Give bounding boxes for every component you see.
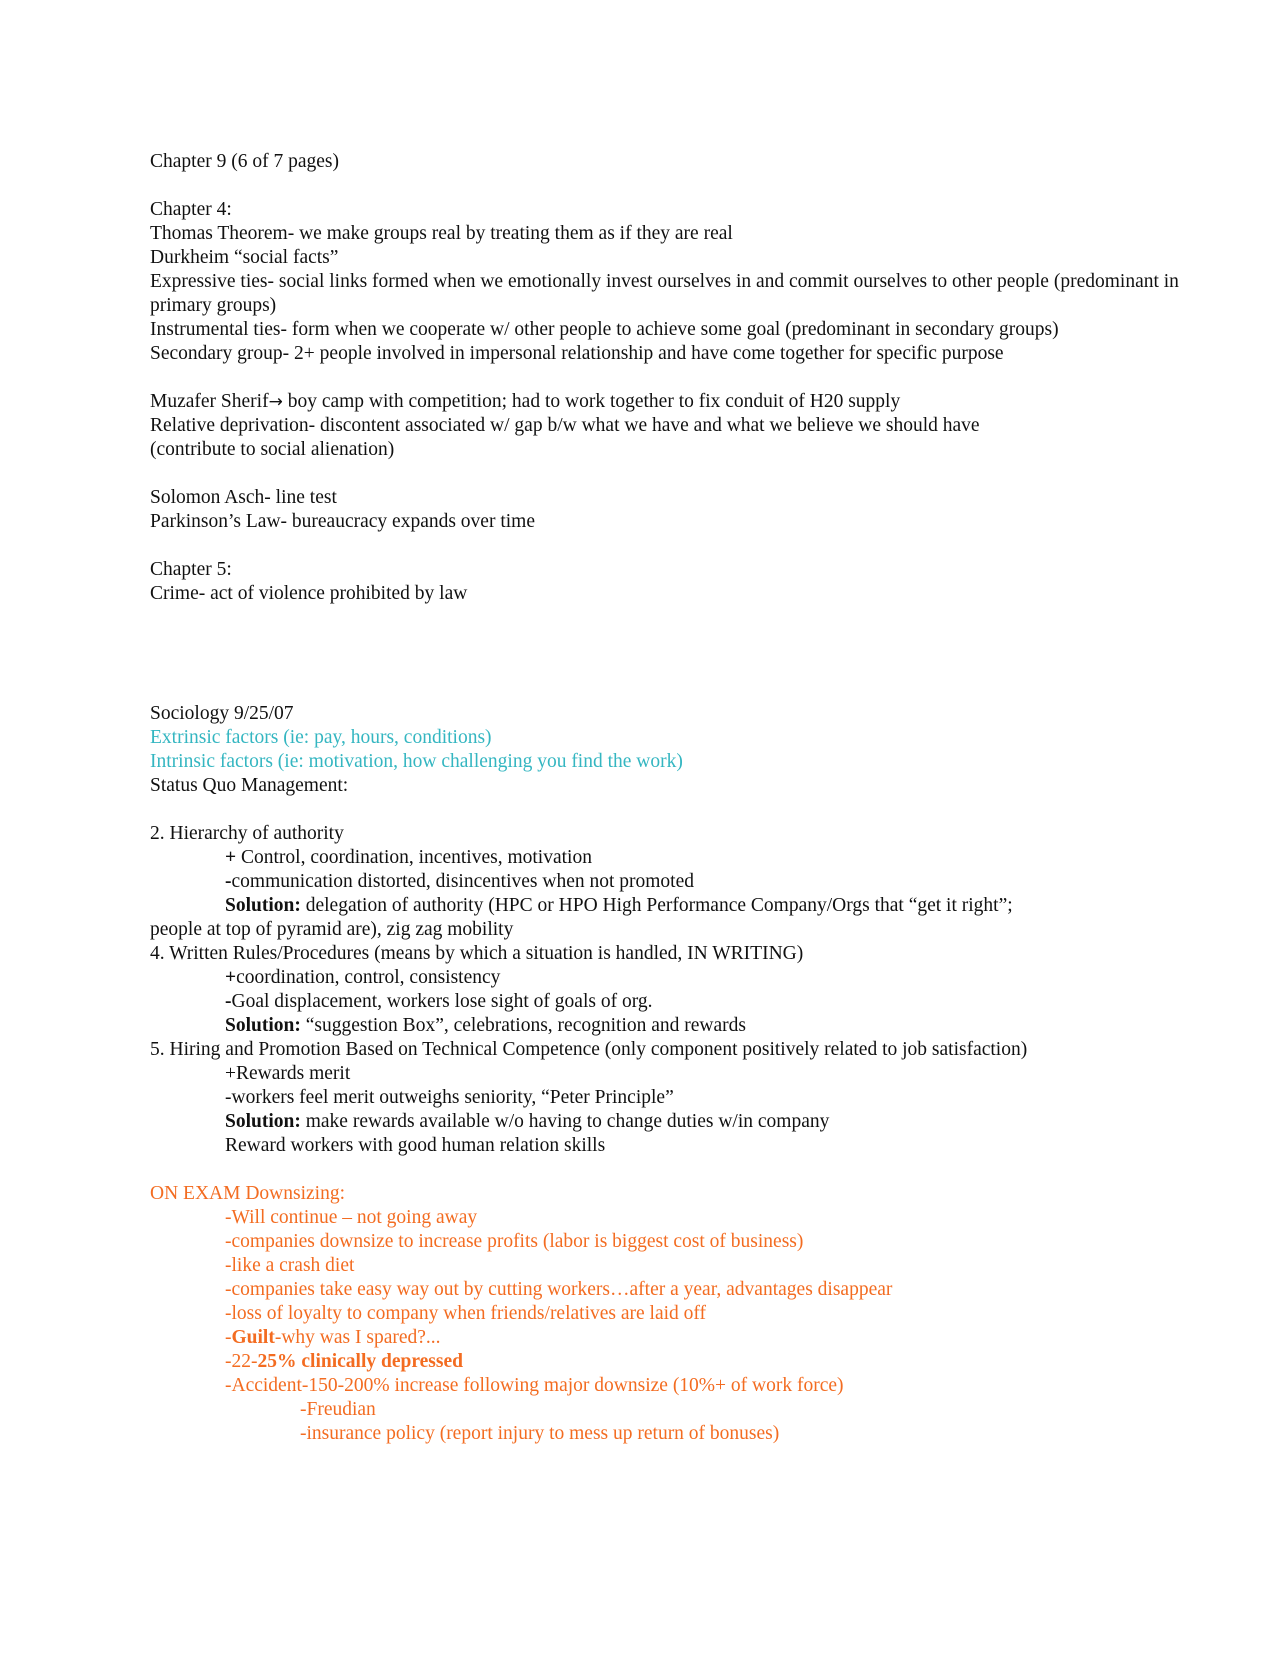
solution-label: Solution: [225, 1015, 301, 1036]
minus-sign: - [225, 871, 232, 892]
relative-deprivation-cont: (contribute to social alienation) [150, 439, 395, 460]
extrinsic-factors: Extrinsic factors (ie: pay, hours, conditions) [150, 727, 492, 748]
sherif-name: Muzafer Sherif [150, 391, 269, 412]
exam-subitem: -insurance policy (report injury to mess up return of bonuses) [300, 1423, 780, 1444]
hierarchy-title: 2. Hierarchy of authority [150, 823, 344, 844]
exam-downsizing-title: ON EXAM Downsizing: [150, 1183, 345, 1204]
solution-label: Solution: [225, 895, 301, 916]
status-quo-management: Status Quo Management: [150, 775, 349, 796]
exam-item: -companies downsize to increase profits (labor is biggest cost of business) [225, 1231, 804, 1252]
exam-item: -loss of loyalty to company when friends/relatives are laid off [225, 1303, 707, 1324]
hierarchy-solution: Solution: delegation of authority (HPC or HPO High Performance Company/Orgs that “get it right”; [225, 895, 1013, 916]
solomon-asch: Solomon Asch- line test [150, 487, 337, 508]
document-body [150, 150, 1180, 1446]
exam-item: -like a crash diet [225, 1255, 355, 1276]
exam-item-accident: -Accident-150-200% increase following major downsize (10%+ of work force) [225, 1375, 844, 1396]
hiring-minus: -workers feel merit outweighs seniority, “Peter Principle” [225, 1087, 674, 1108]
doc-header: Chapter 9 (6 of 7 pages) [150, 151, 339, 172]
hiring-title: 5. Hiring and Promotion Based on Technical Competence (only component positively related to job satisfaction) [150, 1039, 1028, 1060]
solution-label: Solution: [225, 1111, 301, 1132]
crime-definition: Crime- act of violence prohibited by law [150, 583, 468, 604]
thomas-theorem: Thomas Theorem- we make groups real by treating them as if they are real [150, 223, 733, 244]
rules-plus: +coordination, control, consistency [225, 967, 501, 988]
hierarchy-solution-cont: people at top of pyramid are), zig zag mobility [150, 919, 514, 940]
hiring-plus: +Rewards merit [225, 1063, 351, 1084]
minus-sign: - [225, 991, 232, 1012]
parkinsons-law: Parkinson’s Law- bureaucracy expands over time [150, 511, 535, 532]
hierarchy-plus: + Control, coordination, incentives, motivation [225, 847, 592, 868]
right-arrow-icon: → [268, 392, 283, 412]
hierarchy-minus: -communication distorted, disincentives when not promoted [225, 871, 694, 892]
chapter4-title: Chapter 4: [150, 199, 232, 220]
muzafer-sherif [150, 390, 1180, 414]
relative-deprivation: Relative deprivation- discontent associated w/ gap b/w what we have and what we believe we should have [150, 415, 980, 436]
written-rules-title: 4. Written Rules/Procedures (means by which a situation is handled, IN WRITING) [150, 943, 804, 964]
exam-subitem: -Freudian [300, 1399, 376, 1420]
hiring-solution: Solution: make rewards available w/o having to change duties w/in company [225, 1111, 830, 1132]
rules-solution: Solution: “suggestion Box”, celebrations, recognition and rewards [225, 1015, 746, 1036]
exam-item-guilt: -Guilt-why was I spared?... [225, 1327, 441, 1348]
durkheim: Durkheim “social facts” [150, 247, 339, 268]
intrinsic-factors: Intrinsic factors (ie: motivation, how challenging you find the work) [150, 751, 683, 772]
rules-minus: -Goal displacement, workers lose sight of goals of org. [225, 991, 653, 1012]
exam-item-depressed: -22-25% clinically depressed [225, 1351, 463, 1372]
expressive-ties: Expressive ties- social links formed when we emotionally invest ourselves in and commit ourselves to other people (predominant in primary groups) [150, 271, 1179, 316]
secondary-group: Secondary group- 2+ people involved in impersonal relationship and have come together for specific purpose [150, 343, 1004, 364]
sociology-date: Sociology 9/25/07 [150, 703, 294, 724]
plus-sign: + [225, 967, 237, 988]
exam-item: -companies take easy way out by cutting workers…after a year, advantages disappear [225, 1279, 893, 1300]
sherif-text: boy camp with competition; had to work together to fix conduit of H20 supply [282, 391, 901, 412]
instrumental-ties: Instrumental ties- form when we cooperate w/ other people to achieve some goal (predominant in secondary groups) [150, 319, 1059, 340]
hiring-reward: Reward workers with good human relation skills [225, 1135, 606, 1156]
plus-sign: + [225, 847, 237, 868]
chapter5-title: Chapter 5: [150, 559, 232, 580]
exam-item: -Will continue – not going away [225, 1207, 478, 1228]
